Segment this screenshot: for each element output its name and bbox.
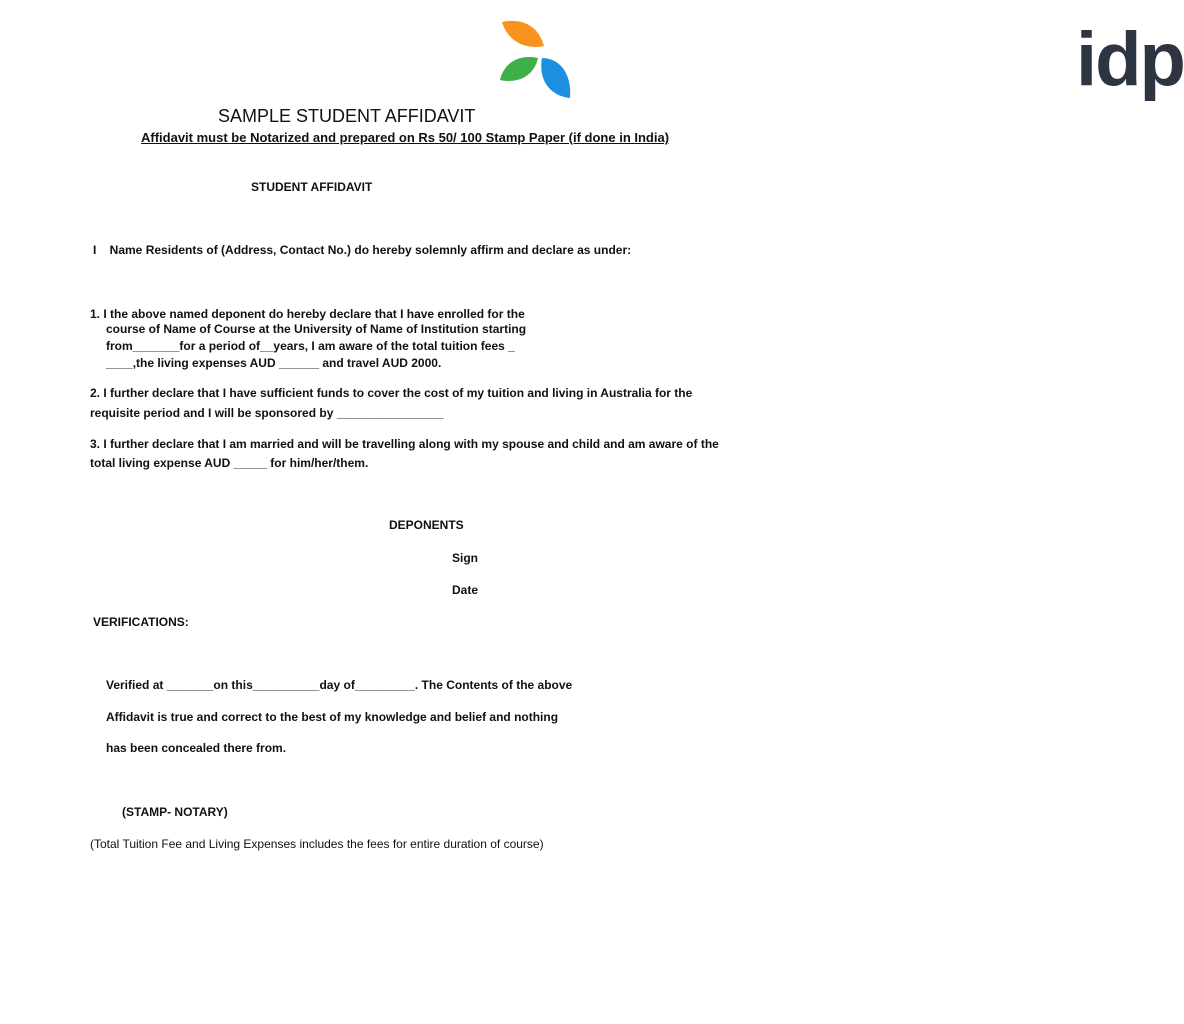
verification-line: Verified at _______on this__________day of_________. The Contents of the above (106, 678, 573, 692)
intro-line: I Name Residents of (Address, Contact No.) do hereby solemnly affirm and declare as under: (93, 243, 632, 257)
verification-line: Affidavit is true and correct to the best of my knowledge and belief and nothing (106, 710, 559, 724)
sign-label: Sign (452, 551, 478, 565)
date-label: Date (452, 583, 479, 597)
stamp-notary-label: (STAMP- NOTARY) (122, 805, 228, 819)
clause1-line: 1. I the above named deponent do hereby declare that I have enrolled for the (90, 307, 525, 321)
idp-logo (498, 17, 1184, 102)
document-subtitle: Affidavit must be Notarized and prepared on Rs 50/ 100 Stamp Paper (if done in India) (141, 130, 670, 145)
document-title: SAMPLE STUDENT AFFIDAVIT (218, 106, 476, 126)
clause3-line: 3. I further declare that I am married and will be travelling along with my spouse and child and am aware of the (90, 437, 719, 451)
verifications-heading: VERIFICATIONS: (93, 615, 189, 629)
clause1-line: course of Name of Course at the University of Name of Institution starting (106, 322, 527, 336)
clause1-line: from_______for a period of__years, I am aware of the total tuition fees _ (106, 339, 515, 353)
clause3-line: total living expense AUD _____ for him/her/them. (90, 456, 369, 470)
footnote: (Total Tuition Fee and Living Expenses includes the fees for entire duration of course) (90, 837, 544, 851)
clause2-line: requisite period and I will be sponsored by ________________ (90, 406, 444, 420)
idp-wordmark: idp (1076, 17, 1184, 102)
affidavit-heading: STUDENT AFFIDAVIT (251, 180, 373, 194)
clause1-line: ____,the living expenses AUD ______ and travel AUD 2000. (106, 356, 442, 370)
verification-line: has been concealed there from. (106, 741, 287, 755)
idp-flower-icon (498, 18, 578, 102)
clause2-line: 2. I further declare that I have sufficient funds to cover the cost of my tuition and living in Australia for the (90, 386, 693, 400)
deponents-label: DEPONENTS (389, 518, 464, 532)
